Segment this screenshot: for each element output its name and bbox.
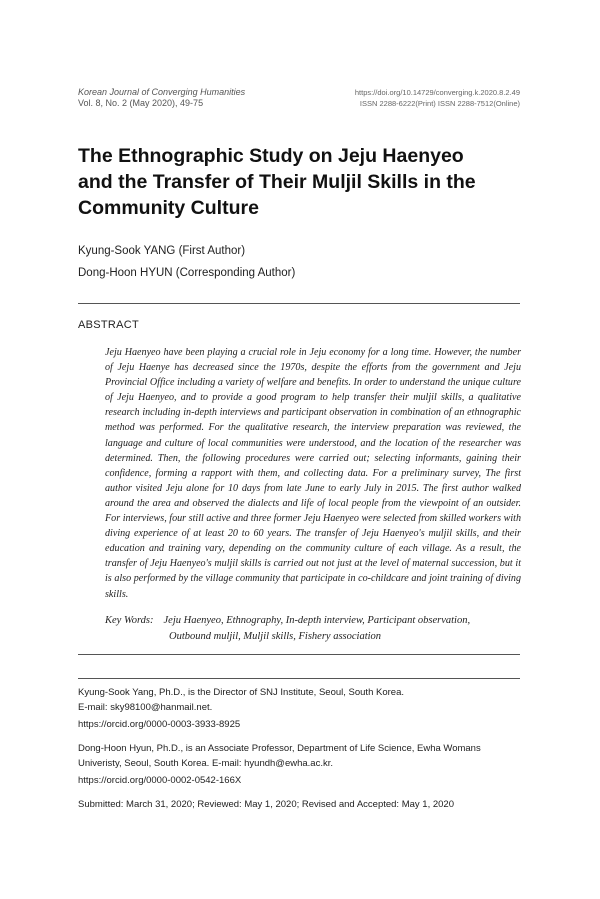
- author2-affiliation: Dong-Hoon Hyun, Ph.D., is an Associate Professor, Department of Life Science, Ewha Womans: [78, 743, 481, 754]
- author2-email: Univeristy, Seoul, South Korea. E-mail: hyundh@ewha.ac.kr.: [78, 758, 334, 769]
- journal-header: [78, 87, 245, 109]
- author1-affiliation: Kyung-Sook Yang, Ph.D., is the Director of SNJ Institute, Seoul, South Korea.: [78, 687, 404, 698]
- keywords: [105, 613, 521, 644]
- abstract-heading: ABSTRACT: [78, 319, 140, 331]
- author-corresponding: Dong-Hoon HYUN (Corresponding Author): [78, 267, 296, 279]
- title-line-1: The Ethnographic Study on Jeju Haenyeo: [78, 145, 464, 167]
- title-line-3: Community Culture: [78, 197, 259, 219]
- divider-mid: [78, 654, 520, 655]
- keywords-line-2: Outbound muljil, Muljil skills, Fishery association: [169, 630, 382, 642]
- keywords-line-1: Jeju Haenyeo, Ethnography, In-depth interview, Participant observation,: [163, 615, 471, 626]
- author1-email: E-mail: sky98100@hanmail.net.: [78, 702, 213, 713]
- doi-link[interactable]: https://doi.org/10.14729/converging.k.2020.8.2.49: [354, 88, 520, 97]
- title-line-2: and the Transfer of Their Muljil Skills in the: [78, 171, 476, 193]
- journal-volume: Vol. 8, No. 2 (May 2020), 49-75: [78, 98, 204, 108]
- author1-info: [78, 685, 528, 732]
- paper-title: [78, 143, 548, 221]
- author1-orcid-link[interactable]: https://orcid.org/0000-0003-3933-8925: [78, 719, 241, 730]
- divider-footnote: [78, 678, 520, 679]
- divider-top: [78, 303, 520, 304]
- issn-text: ISSN 2288-6222(Print) ISSN 2288-7512(Online): [359, 99, 520, 108]
- doi-header: [355, 87, 520, 109]
- journal-name: Korean Journal of Converging Humanities: [78, 87, 246, 97]
- keywords-label: Key Words:: [105, 615, 154, 626]
- author2-orcid-link[interactable]: https://orcid.org/0000-0002-0542-166X: [78, 775, 242, 786]
- author2-info: [78, 741, 528, 788]
- abstract-text: Jeju Haenyeo have been playing a crucial role in Jeju economy for a long time. However, the number of Jeju Haenye has decreased since the 1970s, despite the efforts from the government and Jeju Provincial Office including a variety of welfare and benefits. In order to understand the unique culture of Jeju Haenyeo, and to provide a good program to help transfer their muljil skills, a qualitative research including in-depth interviews and participant observation in combination of an ethnographic method was performed. For the qualitative research, the interview preparation was reviewed, the language and culture of local communities were understood, and the location of the researcher was determined. Then, the following procedures were carried out; selecting informants, gaining their confidence, forming a rapport with them, and collecting data. For a preliminary survey, The first author visited Jeju alone for 10 days from late June to early July in 2015. The first author walked around the area and observed the dialects and life of local people from the viewpoint of an outsider. For interviews, four still active and three former Jeju Haenyeo were selected from skilled workers with diving experience of at least 20 to 60 years. The transfer of Jeju Haenyeo's muljil skills, and their education and training vary, depending on the community culture of each village. As a result, the transfer of Jeju Haenyeo's muljil skills is carried out not just at the level of maternal succession, but it is also performed by the village community that participate in co-childcare and joint training of diving skills.: [105, 347, 521, 600]
- author-first: Kyung-Sook YANG (First Author): [78, 245, 246, 257]
- submission-dates: Submitted: March 31, 2020; Reviewed: May 1, 2020; Revised and Accepted: May 1, 2020: [78, 799, 454, 810]
- author-list: [78, 240, 295, 284]
